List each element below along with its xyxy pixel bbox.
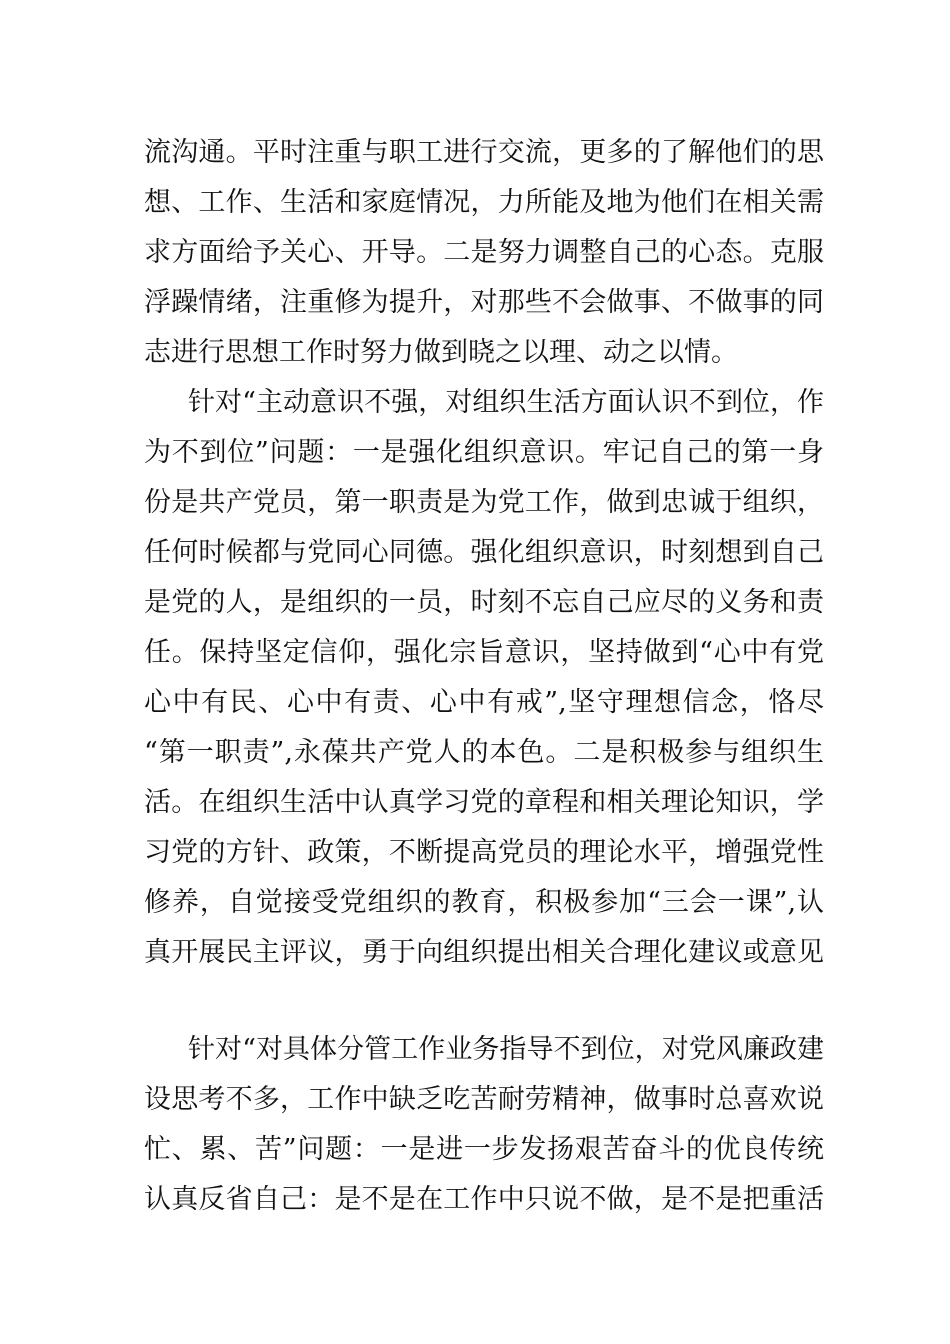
paragraph-2-line-11: 修养，自觉接受党组织的教育，积极参加“三会一课”,认: [144, 887, 824, 918]
paragraph-3-line-3: 忙、累、苦”问题：一是进一步发扬艰苦奋斗的优良传统: [144, 1134, 824, 1165]
paragraph-1-line-3: 求方面给予关心、开导。二是努力调整自己的心态。克服: [144, 237, 824, 268]
paragraph-3-line-4: 认真反省自己：是不是在工作中只说不做，是不是把重活: [144, 1184, 824, 1215]
paragraph-1-line-1: 流沟通。平时注重与职工进行交流，更多的了解他们的思: [144, 137, 824, 168]
paragraph-2-line-2: 为不到位”问题：一是强化组织意识。牢记自己的第一身: [144, 437, 824, 468]
paragraph-2-line-6: 任。保持坚定信仰，强化宗旨意识，坚持做到“心中有党: [144, 637, 824, 668]
paragraph-1-line-4: 浮躁情绪，注重修为提升，对那些不会做事、不做事的同: [144, 287, 824, 318]
paragraph-3-line-1: 针对“对具体分管工作业务指导不到位，对党风廉政建: [188, 1034, 824, 1065]
paragraph-2-line-3: 份是共产党员，第一职责是为党工作，做到忠诚于组织，: [144, 487, 824, 518]
paragraph-2-line-9: 活。在组织生活中认真学习党的章程和相关理论知识，学: [144, 787, 824, 818]
paragraph-2-line-12: 真开展民主评议，勇于向组织提出相关合理化建议或意见: [144, 937, 824, 968]
paragraph-2-line-1: 针对“主动意识不强，对组织生活方面认识不到位，作: [188, 387, 824, 418]
paragraph-2-line-10: 习党的方针、政策，不断提高党员的理论水平，增强党性: [144, 837, 824, 868]
paragraph-2-line-8: “第一职责”,永葆共产党人的本色。二是积极参与组织生: [144, 737, 824, 768]
paragraph-2-line-4: 任何时候都与党同心同德。强化组织意识，时刻想到自己: [144, 537, 824, 568]
paragraph-1-line-5: 志进行思想工作时努力做到晓之以理、动之以情。: [144, 337, 738, 368]
paragraph-3-line-2: 设思考不多，工作中缺乏吃苦耐劳精神，做事时总喜欢说: [144, 1084, 824, 1115]
paragraph-2-line-7: 心中有民、心中有责、心中有戒”,坚守理想信念，恪尽: [144, 687, 824, 718]
paragraph-2-line-5: 是党的人，是组织的一员，时刻不忘自己应尽的义务和责: [144, 587, 824, 618]
paragraph-1-line-2: 想、工作、生活和家庭情况，力所能及地为他们在相关需: [144, 187, 824, 218]
